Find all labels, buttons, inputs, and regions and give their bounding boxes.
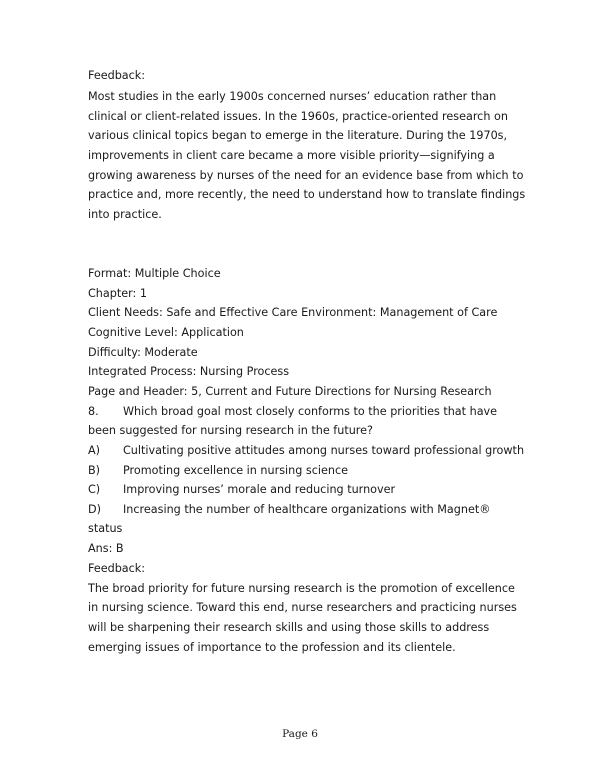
- feedback-line: growing awareness by nurses of the need for an evidence base from which to: [88, 169, 524, 182]
- page-number: Page 6: [282, 728, 318, 740]
- question-stem-line: Which broad goal most closely conforms to the priorities that have: [123, 405, 498, 418]
- option-letter: B): [88, 464, 101, 477]
- feedback-line: improvements in client care became a more visible priority—signifying a: [88, 149, 495, 162]
- option-text: Increasing the number of healthcare organizations with Magnet®: [123, 503, 491, 516]
- option-letter: C): [88, 483, 101, 496]
- question-number: 8.: [88, 405, 99, 418]
- answer-key: Ans: B: [88, 542, 124, 555]
- option-text: Promoting excellence in nursing science: [123, 464, 348, 477]
- feedback-line: Most studies in the early 1900s concerned nurses’ education rather than: [88, 90, 497, 103]
- question-cognitive-level: Cognitive Level: Application: [88, 326, 244, 339]
- question-difficulty: Difficulty: Moderate: [88, 346, 198, 359]
- option-letter: A): [88, 444, 101, 457]
- question-client-needs: Client Needs: Safe and Effective Care Environment: Management of Care: [88, 306, 498, 319]
- feedback-line: practice and, more recently, the need to understand how to translate findings: [88, 188, 526, 201]
- question-page-header: Page and Header: 5, Current and Future Directions for Nursing Research: [88, 385, 492, 398]
- question-stem-line: been suggested for nursing research in the future?: [88, 424, 373, 437]
- feedback-line: emerging issues of importance to the profession and its clientele.: [88, 641, 456, 654]
- option-text-continuation: status: [88, 522, 123, 535]
- feedback-line: will be sharpening their research skills and using those skills to address: [88, 621, 490, 634]
- question-format: Format: Multiple Choice: [88, 267, 221, 280]
- feedback-line: The broad priority for future nursing research is the promotion of excellence: [88, 582, 515, 595]
- feedback-line: clinical or client-related issues. In the 1960s, practice-oriented research on: [88, 110, 508, 123]
- question-integrated-process: Integrated Process: Nursing Process: [88, 365, 290, 378]
- option-text: Cultivating positive attitudes among nurses toward professional growth: [123, 444, 525, 457]
- option-text: Improving nurses’ morale and reducing turnover: [123, 483, 396, 496]
- feedback-label: Feedback:: [88, 562, 146, 575]
- feedback-line: various clinical topics began to emerge in the literature. During the 1970s,: [88, 129, 508, 142]
- feedback-label: Feedback:: [88, 69, 146, 82]
- feedback-line: in nursing science. Toward this end, nurse researchers and practicing nurses: [88, 601, 517, 614]
- feedback-line: into practice.: [88, 208, 162, 221]
- option-letter: D): [88, 503, 101, 516]
- question-chapter: Chapter: 1: [88, 287, 147, 300]
